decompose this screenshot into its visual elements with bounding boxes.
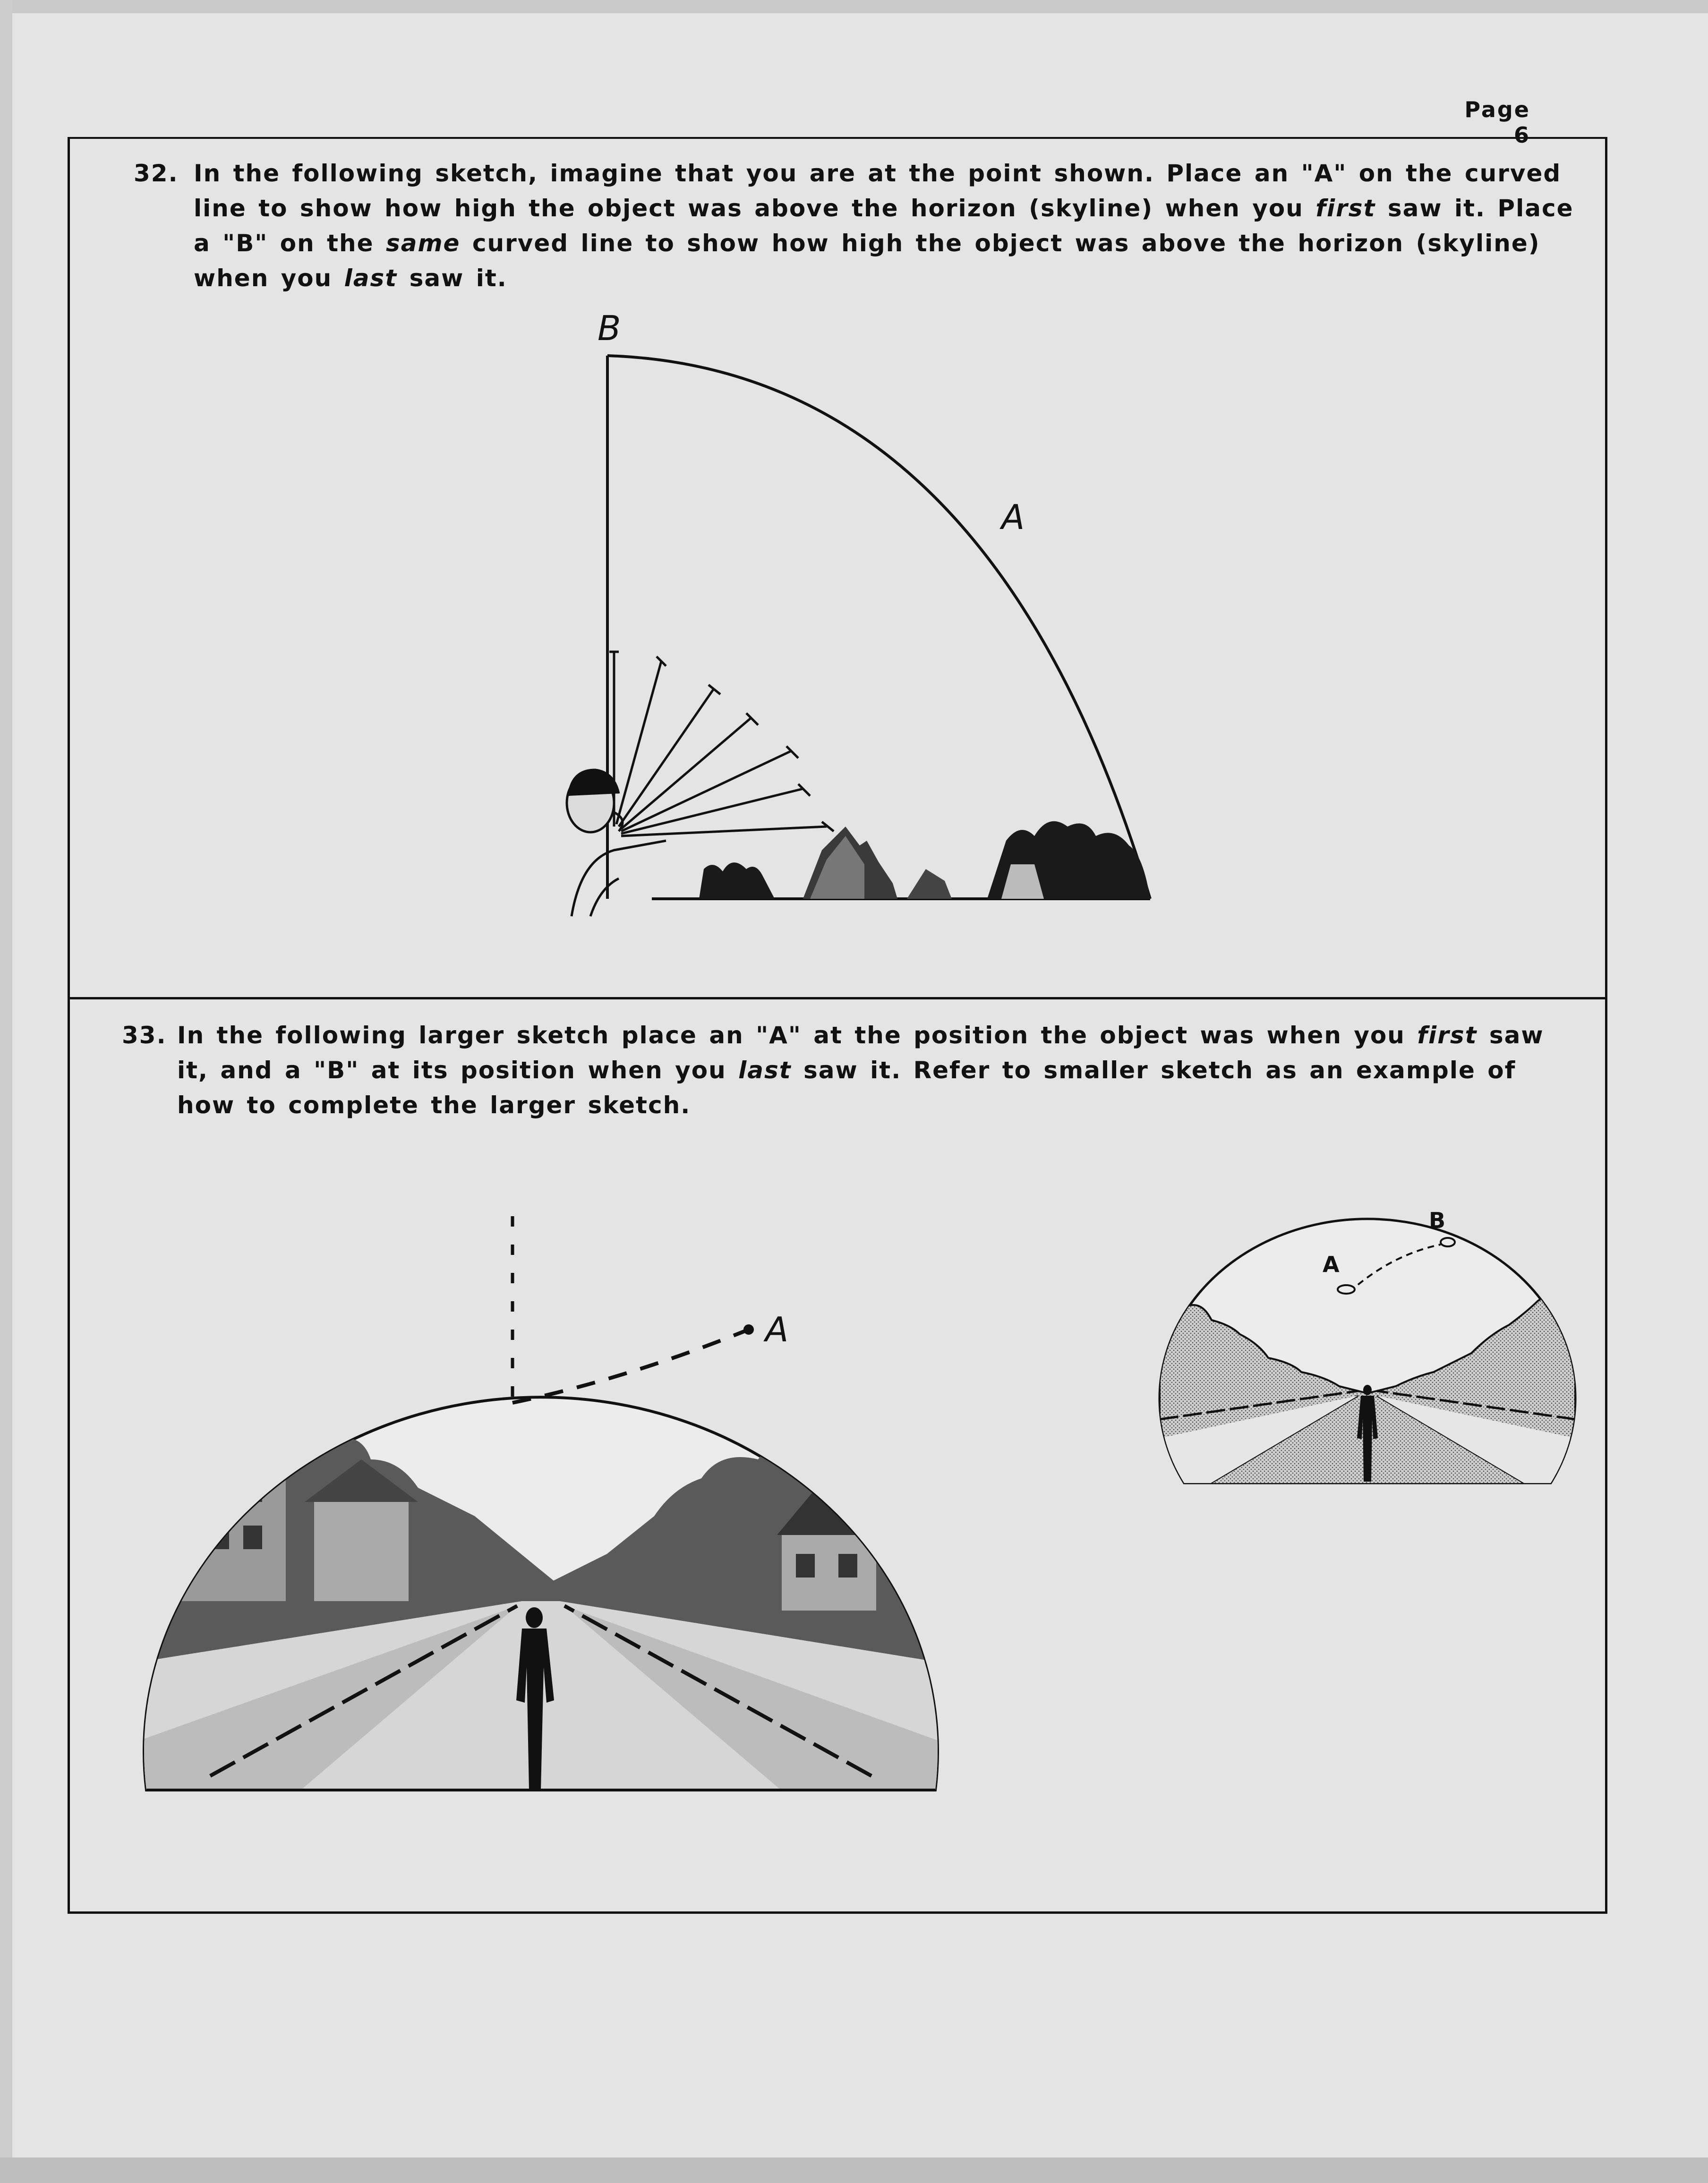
question-text: In the following larger sketch place an "A" at the position the object was when you first saw it, and a "B" at its position when you last saw it. Refer to smaller sketch as an example of how to complete the larger sketch. bbox=[177, 1022, 1544, 1119]
skyline-silhouette bbox=[699, 821, 1150, 899]
large-street-dome-sketch bbox=[106, 1195, 971, 1799]
sky-arc-sketch bbox=[520, 302, 1181, 954]
scan-edge-bottom bbox=[0, 2157, 1708, 2183]
scan-edge-left bbox=[0, 0, 12, 2183]
example-label-b: B bbox=[1429, 1208, 1446, 1233]
handwritten-b: B bbox=[598, 308, 621, 348]
question-text: In the following sketch, imagine that you are at the point shown. Place an "A" on the curved line to show how high the object was above the horizon (skyline) when you first saw it. Place a "B" on the same curved line to show how high the object was above the horizon (skyline) when you last saw it. bbox=[194, 160, 1574, 292]
handwritten-a: A bbox=[765, 1310, 789, 1349]
question-number: 33. bbox=[122, 1022, 167, 1049]
example-label-a: A bbox=[1323, 1252, 1340, 1277]
question-number: 32. bbox=[134, 160, 179, 187]
example-dome-sketch bbox=[1160, 1193, 1575, 1485]
handwritten-a: A bbox=[1001, 497, 1025, 537]
page-number: Page 6 bbox=[1464, 97, 1530, 148]
drawn-sighting-path bbox=[512, 1216, 788, 1403]
scan-edge-top bbox=[0, 0, 1708, 13]
section-divider bbox=[68, 997, 1607, 999]
